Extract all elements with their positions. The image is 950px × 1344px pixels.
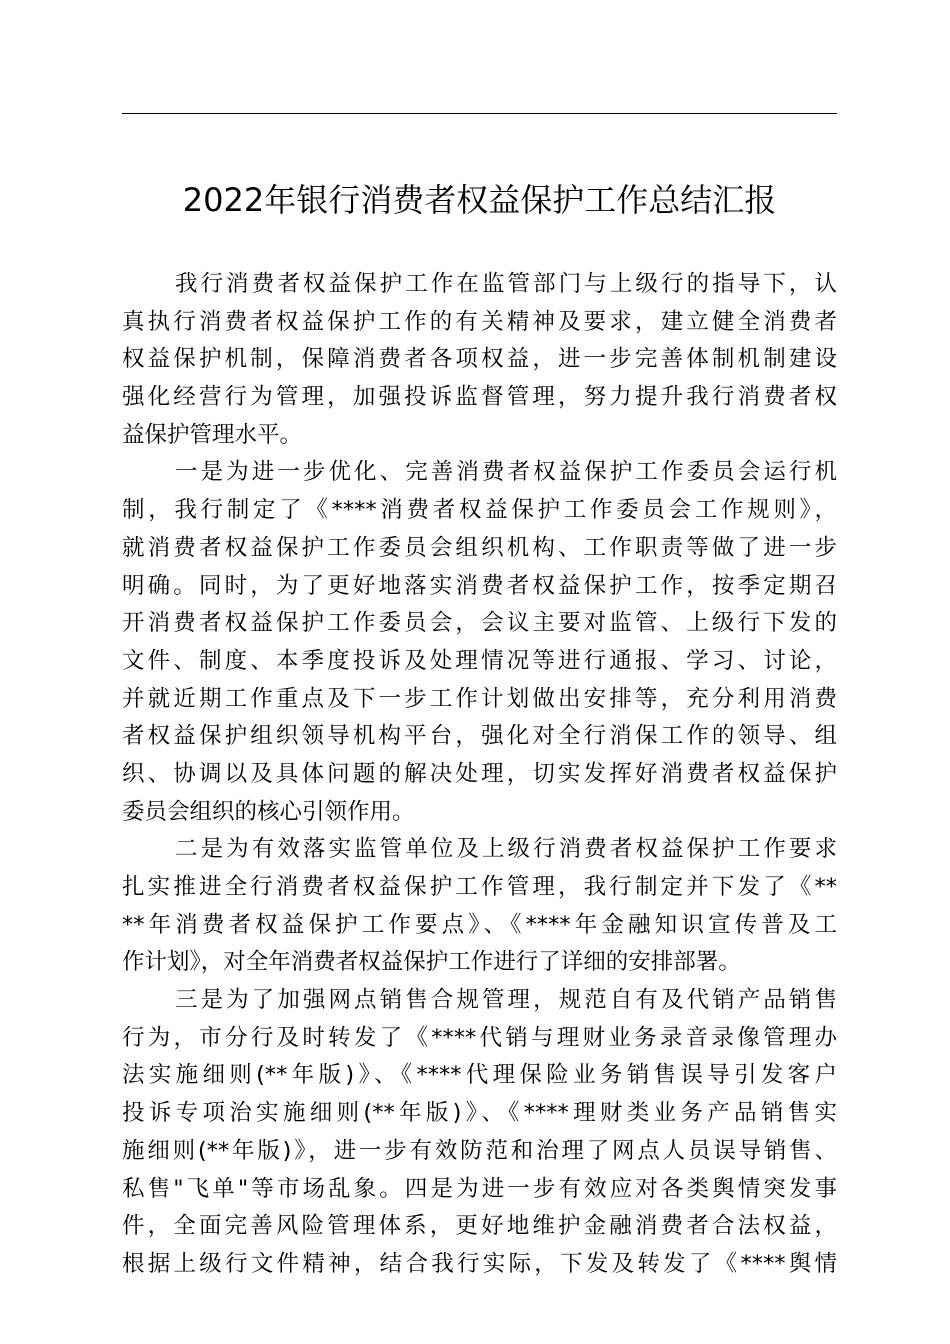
text-line: 三是为了加强网点销售合规管理，规范自有及代销产品销售	[175, 987, 837, 1014]
document-body	[122, 266, 837, 1284]
text-line: 件，全面完善风险管理体系，更好地维护金融消费者合法权益，	[122, 1213, 837, 1240]
text-line: 制，我行制定了《****消费者权益保护工作委员会工作规则》，	[122, 497, 837, 524]
text-line: 者权益保护组织领导机构平台，强化对全行消保工作的领导、组	[122, 723, 837, 750]
header-rule	[122, 113, 837, 114]
text-line: 法实施细则(**年版)》、《****代理保险业务销售误导引发客户	[122, 1062, 837, 1089]
text-line: 织、协调以及具体问题的解决处理，切实发挥好消费者权益保护	[122, 760, 837, 787]
text-line: 二是为有效落实监管单位及上级行消费者权益保护工作要求	[175, 836, 837, 863]
text-line: 益保护管理水平。	[122, 421, 303, 448]
document-title: 2022年银行消费者权益保护工作总结汇报	[182, 181, 777, 219]
text-line: 施细则(**年版)》，进一步有效防范和治理了网点人员误导销售、	[122, 1137, 837, 1164]
text-line: 并就近期工作重点及下一步工作计划做出安排等，充分利用消费	[122, 685, 837, 712]
text-line: 真执行消费者权益保护工作的有关精神及要求，建立健全消费者	[122, 308, 837, 335]
text-line: 权益保护机制，保障消费者各项权益，进一步完善体制机制建设	[122, 346, 837, 373]
text-line: 行为，市分行及时转发了《****代销与理财业务录音录像管理办	[122, 1024, 837, 1051]
text-line: 根据上级行文件精神，结合我行实际，下发及转发了《****舆情	[122, 1250, 837, 1277]
text-line: 强化经营行为管理，加强投诉监督管理，努力提升我行消费者权	[122, 384, 837, 411]
text-line: 明确。同时，为了更好地落实消费者权益保护工作，按季定期召	[122, 572, 837, 599]
text-line: 扎实推进全行消费者权益保护工作管理，我行制定并下发了《**	[122, 874, 837, 900]
text-line: 私售"飞单"等市场乱象。四是为进一步有效应对各类舆情突发事	[122, 1175, 837, 1202]
text-line: 一是为进一步优化、完善消费者权益保护工作委员会运行机	[175, 459, 837, 486]
text-line: **年消费者权益保护工作要点》、《****年金融知识宣传普及工	[122, 911, 837, 938]
text-line: 开消费者权益保护工作委员会，会议主要对监管、上级行下发的	[122, 610, 837, 637]
text-line: 委员会组织的核心引领作用。	[122, 798, 415, 825]
text-line: 文件、制度、本季度投诉及处理情况等进行通报、学习、讨论，	[122, 647, 837, 674]
text-line: 投诉专项治实施细则(**年版)》、《****理财类业务产品销售实	[122, 1100, 837, 1127]
text-line: 就消费者权益保护工作委员会组织机构、工作职责等做了进一步	[122, 534, 837, 561]
text-line: 作计划》，对全年消费者权益保护工作进行了详细的安排部署。	[122, 949, 741, 976]
text-line: 我行消费者权益保护工作在监管部门与上级行的指导下，认	[175, 271, 837, 297]
